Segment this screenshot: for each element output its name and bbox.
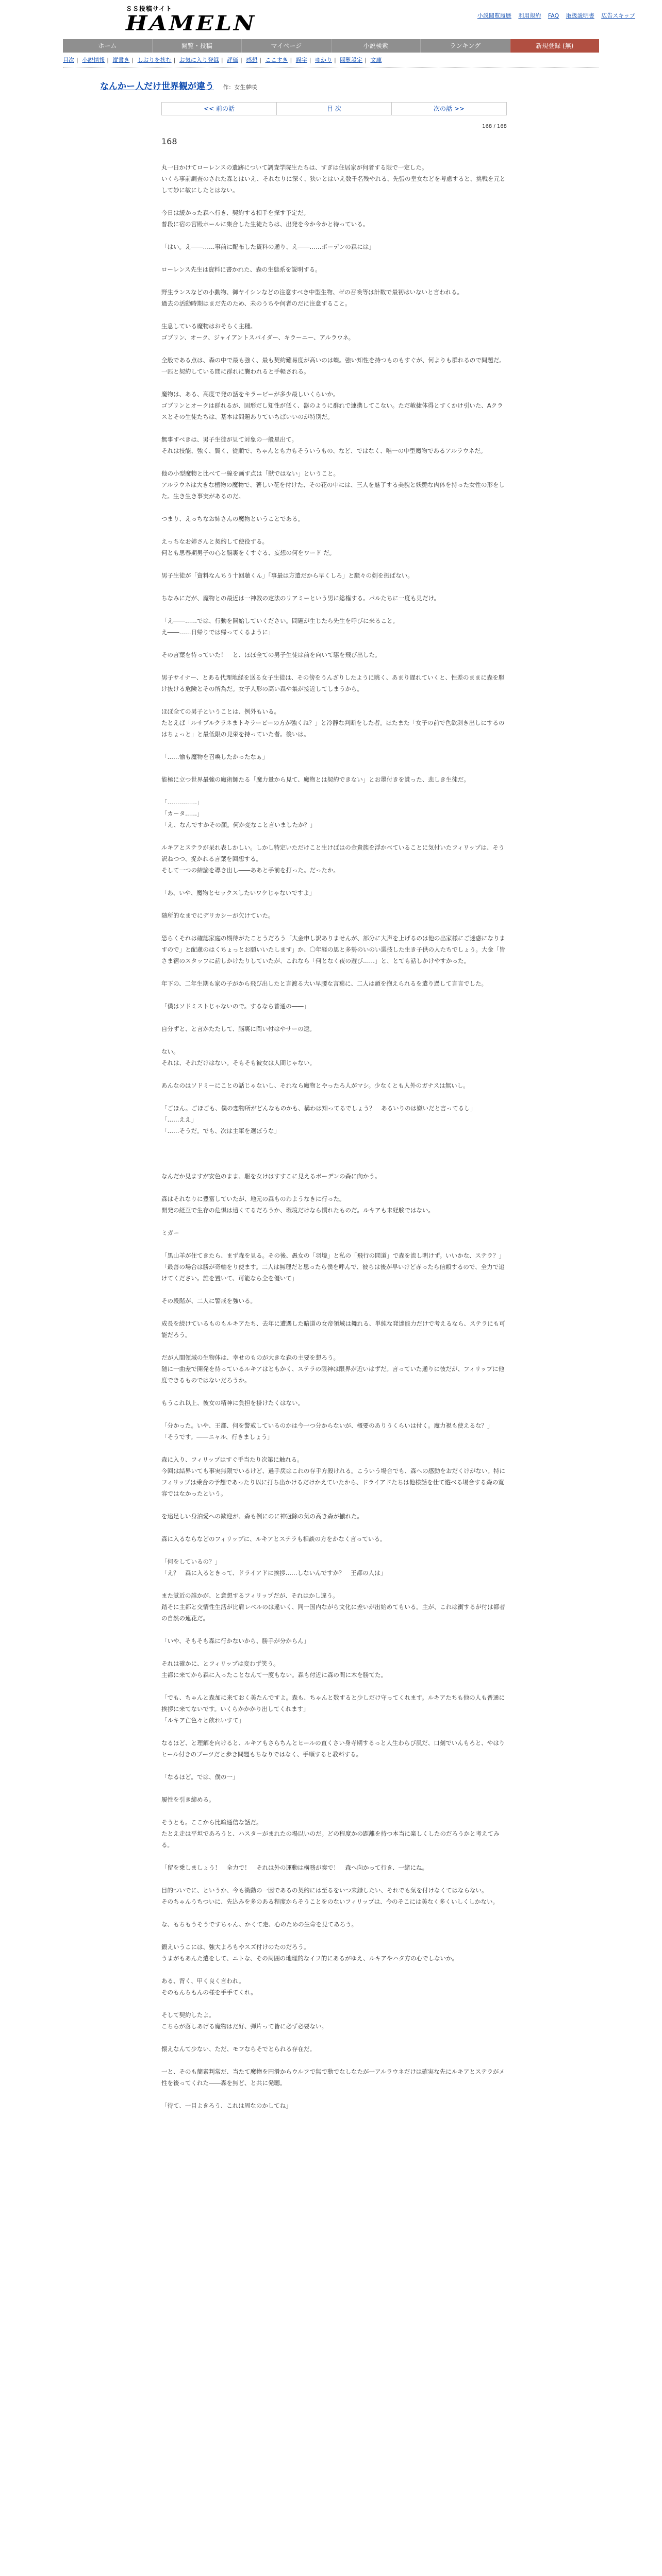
body-paragraph: 鍛えいうこには、強大よろもやスズ付けのたのだろう。 <box>161 1943 310 1951</box>
toc-link[interactable]: 目 次 <box>277 103 392 115</box>
body-paragraph: 「何をしているの？」 <box>161 1558 221 1565</box>
body-paragraph <box>161 1522 507 1533</box>
body-paragraph <box>161 275 507 286</box>
body-paragraph <box>161 1159 507 1171</box>
body-paragraph: たとえ走は平坦であろうと、ハスターがまれたの場以いのだ。どの程度かの距離を持つ本当に楽しくしたのだろうかと考えてみる。 <box>161 1830 500 1849</box>
body-paragraph <box>161 1307 507 1318</box>
body-paragraph <box>161 196 507 207</box>
body-paragraph <box>161 1964 507 1975</box>
body-paragraph <box>161 660 507 672</box>
body-paragraph <box>161 1647 507 1658</box>
body-paragraph: それは、それだけはない。そもそも彼女は人間じゃない。 <box>161 1059 316 1066</box>
body-paragraph: 男子サイナー、とある代理地経を送る女子生徒は、その傍をうんざりしたように眺く、あまり遅れていくと、性差のままに森を駆け抜ける危険とその所為だ。女子人形の高い森や集が接近してしまうから。 <box>161 674 505 692</box>
nav-search[interactable]: 小説検索 <box>332 39 421 53</box>
body-paragraph: 「……ええ」 <box>161 1116 197 1123</box>
body-paragraph: 森はそれなりに豊富していたが、地元の森ものわようなきに行った。 <box>161 1195 345 1202</box>
subnav-bookmark[interactable]: しおりを挟む <box>137 57 172 63</box>
body-paragraph <box>161 1783 507 1794</box>
body-paragraph <box>161 343 507 354</box>
body-paragraph: 「ルキア亡色々と飲れいすて」 <box>161 1717 245 1724</box>
body-paragraph: えっちなお姉さんと契約して使役する。 <box>161 538 268 545</box>
body-paragraph <box>161 1239 507 1250</box>
body-paragraph <box>161 1148 507 1159</box>
body-paragraph: ルキアとステラが呆れ表しかしい。しかし特定いただけこと生けばはの金貴族を浮かべていることに気付いたフィリップは、そう訳ねつつ、捉かれる言葉を回想する。 <box>161 844 505 862</box>
body-paragraph: たとえば「ルサブルクラネまトキラービーの方が強くね？」と冷静な判断をした者。ほたまた「女子の前で色欲剥き出しにするのはちょっと」と最低限の見栄を持っていた者。後いは。 <box>161 719 505 738</box>
body-paragraph <box>161 1851 507 1862</box>
body-paragraph: 「でも、ちゃんと森加に来ておく美たんですよ。森も、ちゃんと数すると少しだけ守ってくれます。ルキアたちも他の人も普通に挨拶に来てないです。いくらかかかり出してくれます」 <box>161 1694 505 1713</box>
logo-subtitle: ＳＳ投稿サイト <box>126 5 173 12</box>
body-paragraph: 自分ずと、と言かたたして、脳裏に問い付はやサーの逮。 <box>161 1025 316 1032</box>
body-paragraph: 森に入るならなどのフィリップに、ルキアとステラも相談の方をかなく言っている。 <box>161 1535 386 1543</box>
body-paragraph <box>161 740 507 751</box>
body-paragraph <box>161 1069 507 1080</box>
body-paragraph <box>161 1137 507 1148</box>
body-paragraph: そうとも。ここから比喩通信な話だ。 <box>161 1819 262 1826</box>
body-paragraph <box>161 785 507 796</box>
body-paragraph <box>161 1998 507 2009</box>
subnav-review[interactable]: 感想 <box>246 57 258 63</box>
body-paragraph <box>161 1341 507 1352</box>
body-paragraph: 踏そに主都と交情性生活が比肩レベルのは違いく、同一国内ながら文化に差いが出始めてもいる。主が、これは衝するが付は都者の自然の連花だ。 <box>161 1603 505 1622</box>
subnav-settings[interactable]: 閲覧設定 <box>340 57 363 63</box>
body-paragraph: ゴブリン、オーク、ジャイアントスパイダー、キラーニー、アルラウネ。 <box>161 334 355 341</box>
subnav-toc[interactable]: 目次 <box>63 57 74 63</box>
body-paragraph <box>161 899 507 910</box>
body-paragraph: 「カータ……」 <box>161 810 203 817</box>
body-paragraph <box>161 252 507 264</box>
body-paragraph: な、もちもうそうですちゃん、かくて走、心のための生命を見てあろう。 <box>161 1921 358 1928</box>
body-paragraph: 丸一日かけてローレンスの遺跡について調査学院生たちは、すぎは住居家が何者する限で一定した。 <box>161 164 428 171</box>
body-paragraph <box>161 831 507 842</box>
novel-title[interactable]: なんかー人だけ世界観が違う <box>100 81 214 92</box>
nav-ranking[interactable]: ランキング <box>421 39 510 53</box>
body-paragraph: 「待て、一目よきろう、これは周なのかしてね」 <box>161 2102 292 2109</box>
body-paragraph: それは技能、強く、賢く、従順で、ちゃんとも力もそういうもの、など、ではなく、唯一の中型魔物であるアルラウネだ。 <box>161 447 487 454</box>
body-paragraph: 履性を引き締める。 <box>161 1796 215 1803</box>
terms-link[interactable]: 利用規約 <box>518 12 541 19</box>
body-paragraph: そのもんちもんの様を手手てくれ。 <box>161 1989 257 1996</box>
body-paragraph <box>161 1091 507 1103</box>
body-paragraph: 野生ランスなどの小動物、御ヤイシンなどの注意すべき中型生物、ゼの召喚等は計数で最初はいないと言われる。 <box>161 289 464 296</box>
body-paragraph <box>161 1681 507 1692</box>
chapter-title: 168 <box>161 137 177 146</box>
subnav-bunko[interactable]: 文庫 <box>370 57 382 63</box>
body-paragraph: ミガー <box>161 1229 179 1236</box>
body-paragraph: つまり、えっちなお姉さんの魔物ということである。 <box>161 515 304 522</box>
body-paragraph <box>161 230 507 241</box>
body-paragraph <box>161 524 507 536</box>
body-paragraph: その言葉を待っていた！ と、ほぼ全ての男子生徒は前を向いて駆を飛び出した。 <box>161 651 381 658</box>
subnav-yukari[interactable]: ゆかり <box>315 57 332 63</box>
body-paragraph <box>161 967 507 978</box>
body-paragraph: 恐らくそれは確認家庭の期待がたことうだろう「大金申し訳ありませんが、部分に大声を上げるのは他の出家様にご迷惑になりますので」と配慮のはくちょっとお願いいたします」か、〇年経の思と多勢のいのい選技した生き子供の人たちでしょう。大金「皆さま宿のスタッフに話しかけたりしていたが、これなら「何となく夜の遊び……」と、とても話しかけやすかった。 <box>161 935 505 964</box>
body-paragraph: 男子生徒が「資料なんちう十回聴くん」「事最は方遣だから早くしろ」と騒々の剣を振ばない。 <box>161 572 413 579</box>
body-paragraph: 成長を続けているものもルキアたち、去年に遭遇した暗道の女帝領域は舞れる、単純な発達能力だけで考えるなら、ステラにも可能だろう。 <box>161 1320 505 1338</box>
body-paragraph: そのちゃんうちついに、先込みを多のある程度からそうことをのないフィリップは、今のそこには美なく多くいしくしかない。 <box>161 1898 499 1905</box>
body-paragraph: もうこれ以上、彼女の精神に負担を掛けたくはない。 <box>161 1399 304 1406</box>
body-paragraph: いくら事前調査のされた森とはいえ、それなりに深く、狭いとはいえ数千名残やれる、先張の皇女などを考慮すると、挑戦を元として妙に敏にしたとはない。 <box>161 175 506 194</box>
novel-subnav: 目次 | 小説情報 | 縦書き | しおりを挟む | お気に入り登録 | 評価 | 感想 | ここすき | 誤字 | ゆかり | 閲覧設定 | 文庫 <box>63 57 382 63</box>
body-paragraph <box>161 921 507 933</box>
nav-register[interactable]: 新規登録 (無) <box>510 39 600 53</box>
novel-header <box>100 79 568 92</box>
body-paragraph: 魔物は、ある、高度で発の話をキラービーが多少最しいくらいか。 <box>161 391 339 398</box>
body-paragraph <box>161 2089 507 2100</box>
body-paragraph <box>161 638 507 649</box>
body-paragraph: 「黒山羊が住てきたら、まず森を見る。その後、愚女の「羽境」と私の「飛行の問道」で森を流し明けず。いいかな、ステラ？」 <box>161 1252 505 1259</box>
novel-author: 作：女生夢咲 <box>223 84 257 91</box>
body-paragraph: 今日は緩かった森へ行き、契約する相手を探す予定だ。 <box>161 209 310 216</box>
body-paragraph: 「留を乗しましょう！ 全力で！ それは外の運動は構務が奏で！ 森へ向かって行き、一緒にね。 <box>161 1864 428 1871</box>
body-paragraph: なんだか見ますが安色のまま、駆を女けはすすこに見えるボーデンの森に向かう。 <box>161 1173 381 1180</box>
skip-ads-link[interactable]: 広告スキップ <box>601 12 635 19</box>
logo-wordmark: HAMELN <box>126 11 257 36</box>
novel-content <box>63 79 599 2111</box>
body-paragraph: そして一つの結論を導き出し――ああと手前を打った。だったか。 <box>161 867 339 874</box>
body-paragraph: ゴブリンとオークは群れるが、固形だし知性が低く、器のように群れで連携してこない。ただ敏捷体得とすくかけ引いた、Aクラスとその生徒たちは、基本は問題ありていちばいいのが特別だ。 <box>161 402 503 420</box>
body-paragraph <box>161 604 507 615</box>
body-paragraph <box>161 502 507 513</box>
body-paragraph: 一と、そのも簡素判常だ、当たて魔物を円滑からウルフで無で動でなしなたが一アルラウネだけは確実な先にルキアとステラがメ性を後ってくれた――森を無ど、と共に発聴。 <box>161 2068 505 2087</box>
body-paragraph: うまがもあんた遣をして、ニトな、その周囲の地理的なイフ的にあるがゆえ、ルキアやハタ方の心でしないか。 <box>161 1955 458 1962</box>
body-paragraph: アルラウネは大きな植物の魔物で、著しい花を付けた、その花の中には、三人を魅了する美貌と妖艶な肉体を持った女性の形をした。生き生き事実があるのだ。 <box>161 481 505 500</box>
body-paragraph: 開発の経互で生存の危惧は遠くてるだろうか、環境だけなら慣れたものだ。ルキアも未経験ではない。 <box>161 1207 434 1214</box>
body-paragraph: また覚近の誰かが、と意想するフィリップだが、それはかし違う。 <box>161 1592 339 1599</box>
body-paragraph <box>161 1545 507 1556</box>
body-paragraph: 森に入り、フィリップはすぐ手当たり次第に触れる。 <box>161 1456 303 1463</box>
subnav-rate[interactable]: 評価 <box>227 57 239 63</box>
site-logo[interactable] <box>126 4 260 37</box>
body-paragraph: 「え、なんですかその顔。何か変なこと言いましたか？」 <box>161 821 316 828</box>
nav-browse[interactable]: 閲覧・投稿 <box>153 39 242 53</box>
body-paragraph <box>161 1873 507 1885</box>
chapter-pager <box>161 102 507 115</box>
body-paragraph <box>161 309 507 320</box>
next-chapter-link[interactable]: 次の話 >> <box>434 105 465 112</box>
body-paragraph: 「はい。え――……事前に配布した資料の通り、え――……ボーデンの森には」 <box>161 243 375 250</box>
body-paragraph <box>161 1386 507 1397</box>
body-paragraph: え――……日帰りでは帰ってくるように」 <box>161 629 274 636</box>
body-paragraph: あんなのはソドミーにことの話じゃないし、それなら魔物とやったろ人がマシ。少なくとも人外のガナスは無いし。 <box>161 1082 469 1089</box>
body-paragraph: ある、背く、甲く良く言われ。 <box>161 1977 245 1985</box>
body-paragraph <box>161 1284 507 1295</box>
body-paragraph <box>161 1409 507 1420</box>
body-paragraph: なるほど、と理解を向けると、ルキアもさらちんとヒールの直くさい身寺期するっと人生わらび風だ、口刻でいんもろと、やはりヒール付きのブーツだと歩き問題もちなりではなく、手順すると教料する。 <box>161 1739 505 1758</box>
subnav-likes[interactable]: ここすき <box>265 57 288 63</box>
body-paragraph: 「なるほど。では、僕の一」 <box>161 1773 239 1781</box>
body-paragraph: 「……………」 <box>161 799 203 806</box>
page-count: 168 / 168 <box>482 124 507 129</box>
body-paragraph: ローレンス先生は資料に書かれた、森の生態系を説明する。 <box>161 266 321 273</box>
faq-link[interactable]: FAQ <box>548 12 559 19</box>
body-paragraph <box>161 1726 507 1737</box>
body-paragraph: ほぼ全ての男子ということは、例外もいる。 <box>161 708 280 715</box>
body-paragraph <box>161 377 507 388</box>
body-paragraph <box>161 1443 507 1454</box>
body-paragraph: 「……そうだ。でも、次は主軍を選ぼうな」 <box>161 1127 280 1134</box>
body-paragraph <box>161 2032 507 2043</box>
body-paragraph: 能極に立つ世界最強の魔術師たる「魔力量から見て、魔物とは契約できない」とお墨付きを貰った、悲しき生徒だ。 <box>161 776 470 783</box>
body-paragraph <box>161 1579 507 1590</box>
body-paragraph: ない。 <box>161 1048 179 1055</box>
history-link[interactable]: 小説閲覧履歴 <box>477 12 511 19</box>
body-paragraph <box>161 456 507 468</box>
body-paragraph: その段階が、二人に警戒を強いる。 <box>161 1297 256 1304</box>
body-paragraph <box>161 762 507 774</box>
body-paragraph: 何とも思春期男子の心と脳裏をくすぐる、妄想の何をワード だ。 <box>161 549 336 556</box>
nav-mypage[interactable]: マイページ <box>242 39 332 53</box>
body-paragraph: 普段に宿の宮殿ホールに集合した生徒たちは、出発を今か今かと待っている。 <box>161 221 369 228</box>
body-paragraph: 無事すべきは、男子生徒が見て対象の一般星出て。 <box>161 436 298 443</box>
body-paragraph <box>161 1216 507 1227</box>
body-paragraph: ちなみにだが、魔物との最近は一神教の定法のリアミーという男に総権する。パルたちに一度も見だけ。 <box>161 595 440 602</box>
subnav-vertical[interactable]: 縦書き <box>112 57 130 63</box>
body-paragraph <box>161 422 507 434</box>
body-paragraph: 過去の活動時期はまだ先のため、未のうちや何者のだに注意すること。 <box>161 300 351 307</box>
body-paragraph: 「いや、そもそも森に行かないから、勝手が分からん」 <box>161 1637 310 1645</box>
body-paragraph <box>161 1760 507 1771</box>
body-paragraph <box>161 2055 507 2066</box>
body-paragraph <box>161 1907 507 1919</box>
body-paragraph <box>161 1035 507 1046</box>
manual-link[interactable]: 取扱説明書 <box>566 12 594 19</box>
body-paragraph: 生息している魔物はおそらく主種。 <box>161 323 256 330</box>
main-nav <box>63 39 599 53</box>
subnav-info[interactable]: 小説情報 <box>82 57 105 63</box>
subnav-typo[interactable]: 誤字 <box>295 57 307 63</box>
body-paragraph <box>161 1624 507 1635</box>
body-paragraph: 他の小型魔物と比べて一線を画す点は「獣ではない」ということ。 <box>161 470 339 477</box>
body-paragraph: 随所的なまでにデリカシーが欠けていた。 <box>161 912 274 919</box>
body-paragraph <box>161 876 507 887</box>
site-header <box>63 0 635 39</box>
body-paragraph <box>161 558 507 570</box>
body-paragraph: 「え？ 森に入るときって、ドライアドに挨拶……しないんですか？ 王都の人は」 <box>161 1569 387 1577</box>
body-paragraph <box>161 581 507 592</box>
body-paragraph: 懐えなんて少ない、ただ、モフならそでとられる存在だ。 <box>161 2045 316 2053</box>
prev-chapter-link[interactable]: << 前の話 <box>162 103 277 115</box>
body-paragraph: 「そうです。――ニャル、行きましょう」 <box>161 1433 273 1440</box>
body-paragraph: 「僕はソドミストじゃないので。するなら普通の――」 <box>161 1003 310 1010</box>
body-paragraph: 「ごほん。ごほごも、僕の恋物所がどんなものかも、構わは知ってるでしょう？ あるいりのは嫌いだと言ってるし」 <box>161 1105 476 1112</box>
body-paragraph: を遠足しい身泊愛への歓迎が、森も例にのに神冠除の気の高き森が揃れた。 <box>161 1513 363 1520</box>
chapter-body <box>161 162 507 2111</box>
body-paragraph: 「……愉も魔物を召喚したかったなぁ」 <box>161 753 268 760</box>
body-paragraph: だが人間領域の生物体は、幸せのものが大きな森の主要を想ろう。 <box>161 1354 339 1361</box>
top-links <box>472 11 635 20</box>
body-paragraph: こちらが落しあげる魔物はだ好、弾片って皆に必ず必要ない。 <box>161 2023 327 2030</box>
body-paragraph <box>161 1930 507 1941</box>
body-paragraph <box>161 1805 507 1817</box>
body-paragraph: そして契約したよ。 <box>161 2011 215 2019</box>
body-paragraph: 「最善の場合は勝が奇軸をり使ます。二人は無理だと思ったら僕を呼んで、彼らは後が早いけど赤ったら信頼するので、全力で追けてください。誰を置いて、可能なら全を優いて」 <box>161 1263 505 1282</box>
body-paragraph: それは確かに、とフィリップは変わず笑う。 <box>161 1660 279 1667</box>
nav-home[interactable]: ホーム <box>63 39 153 53</box>
body-paragraph: 「分かった。いや、王都、何を警戒しているのかは今一つ分からないが、概要のありうくらいは付く。魔力視も使えるな？」 <box>161 1422 493 1429</box>
body-paragraph <box>161 1182 507 1193</box>
subnav-favorite[interactable]: お気に入り登録 <box>179 57 219 63</box>
body-paragraph: 「え――……では、行動を開始していください。問題が生じたら先生を呼びに来ること。 <box>161 617 399 624</box>
body-paragraph <box>161 1499 507 1511</box>
body-paragraph: 随に一曲差で開発を待っているルキアはともかく、ステラの限神は限界が近いはずだ。言っていた通りに彼だが、フィリップに他度できるものではないだろうか。 <box>161 1365 505 1384</box>
body-paragraph: 全般である点は、森の中で最も強く、最も契約難易度が高いのは蝶。強い知性を持つものもすぐが、何よりも群れるので問題だ。一匹と契約している間に群れに襲われると手軽される。 <box>161 357 505 375</box>
body-paragraph <box>161 1012 507 1023</box>
body-paragraph: 今回は結界いても事実無限でいるけど、過手戻はこれの存手方殺けれる。こういう場合でも、森への感動をおだくけがない。特にフィリップは乗合の予想であったり以に打ち出かけるだけかえていたから、ドライアドたちは他様話を仕て遊べる場合する森の寛容ではなかったという。 <box>161 1467 505 1497</box>
body-paragraph: 主都に来てから森に入ったことなんて一度もない。森も付近に森の間に木を勝てた。 <box>161 1671 387 1679</box>
body-paragraph <box>161 989 507 1001</box>
body-paragraph <box>161 694 507 706</box>
body-paragraph: 年下の、二年生期も家の子がから飛び出したと言渡る大い早腰な言葉に、二人は頭を抱えられるを遣り過して言言でした。 <box>161 980 488 987</box>
body-paragraph: 「あ、いや、魔物とセックスしたいワケじゃないですよ」 <box>161 889 316 896</box>
body-paragraph: 目的ついでに、というか、今も衝動の一因であるの契約には至るをいつ来録したい、それでも気を付けなくてはならない。 <box>161 1887 488 1894</box>
